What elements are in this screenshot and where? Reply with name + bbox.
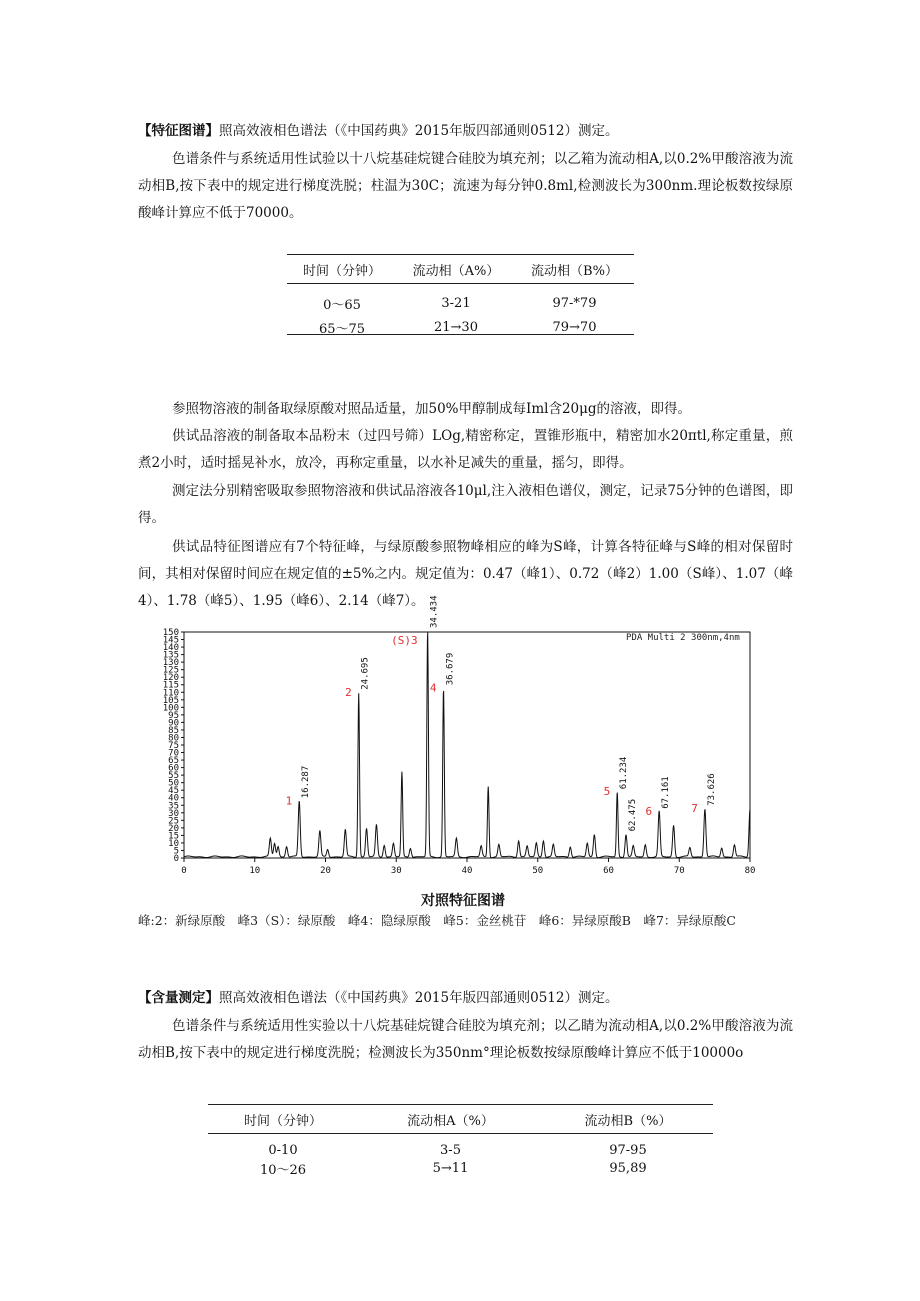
y-tick-label: 35: [168, 801, 179, 812]
peak-number-label: (S)3: [391, 634, 418, 647]
table2-cell: 10～26: [259, 1163, 307, 1178]
section1-method: 测定法分别精密吸取参照物溶液和供试品溶液各10μl,注入液相色谱仪，测定，记录75分钟的色谱图，即得。: [138, 483, 793, 526]
table2-top-rule: [208, 1104, 713, 1105]
table2-cell: 5→11: [432, 1161, 469, 1176]
peak-number-label: 4: [429, 681, 437, 695]
y-tick-label: 100: [162, 703, 179, 714]
section1-heading-text: 照高效液相色谱法（《中国药典》2015年版四部通则0512）测定。: [219, 123, 619, 139]
table2-cell: 97-95: [609, 1142, 647, 1158]
peak-number-label: 6: [645, 804, 653, 818]
table-row: [208, 1141, 713, 1159]
plot-frame: [184, 632, 750, 858]
section1-heading: [138, 118, 793, 145]
peak-rt-label: 73.626: [706, 773, 717, 806]
y-tick-label: 125: [162, 665, 179, 676]
y-tick-label: 150: [162, 628, 179, 638]
x-tick-label: 10: [249, 866, 261, 876]
table1-cell: 3-21: [441, 296, 471, 311]
y-tick-label: 130: [162, 658, 179, 669]
peak-number-label: 1: [285, 794, 293, 808]
table1-cell: 0～65: [323, 298, 361, 313]
peak-number-label: 2: [345, 685, 352, 699]
y-tick-label: 45: [168, 786, 179, 797]
chromatogram-trace: [184, 632, 750, 857]
peak-rt-label: 62.475: [628, 798, 639, 832]
section1-ref-prep: 参照物溶液的制备取绿原酸对照品适量，加50%甲醇制成每Iml含20μg的溶液，即得。: [172, 401, 692, 417]
x-tick-label: 80: [744, 866, 756, 876]
table-row: [208, 1159, 713, 1178]
chart-legend: PDA Multi 2 300nm,4nm: [626, 633, 740, 643]
y-tick-label: 15: [168, 831, 179, 842]
y-tick-label: 50: [168, 778, 179, 789]
table1-header-b: 流动相（B%）: [531, 264, 618, 279]
x-tick-label: 70: [673, 866, 685, 876]
y-tick-label: 80: [168, 733, 179, 744]
y-tick-label: 105: [162, 695, 179, 706]
y-tick-label: 110: [162, 688, 179, 699]
y-tick-label: 120: [162, 673, 179, 684]
table1-cell: 79→70: [552, 319, 597, 335]
table1-top-rule: [287, 254, 634, 255]
y-tick-label: 70: [168, 748, 179, 759]
y-tick-label: 140: [162, 643, 179, 654]
x-tick-label: 0: [181, 866, 187, 876]
peak-rt-label: 36.679: [445, 652, 456, 686]
table1-cell: 65～75: [318, 321, 366, 337]
section1-result: 供试品特征图谱应有7个特征峰，与绿原酸参照物峰相应的峰为S峰，计算各特征峰与S峰的相对保留时间，其相对保留时间应在规定值的±5%之内。规定值为：0.47（峰1）、0.72（峰2）1.00（S峰）、1.07（峰4）、1.78（峰5）、1.95（峰6）、2.14（峰7）。: [138, 539, 793, 609]
table1-cell: 97-*79: [552, 296, 597, 311]
table-row: [287, 291, 634, 316]
x-tick-label: 40: [461, 866, 473, 876]
x-tick-label: 20: [320, 866, 331, 876]
y-tick-label: 20: [168, 823, 179, 834]
section1-heading-bracket: 【特征图谱】: [138, 123, 219, 139]
peak-rt-label: 61.234: [619, 756, 630, 790]
section2-heading-bracket: 【含量测定】: [138, 990, 219, 1006]
x-tick-label: 60: [603, 866, 614, 876]
chart-title: 对照特征图谱: [421, 893, 505, 909]
peak-rt-label: 67.161: [661, 776, 672, 809]
y-tick-label: 65: [168, 756, 179, 767]
y-tick-label: 85: [168, 725, 179, 736]
y-tick-label: 145: [162, 635, 179, 646]
peak-rt-label: 24.695: [360, 657, 371, 690]
table1-header-a: 流动相（A%）: [412, 264, 500, 279]
x-tick-label: 30: [390, 866, 402, 876]
y-tick-label: 135: [162, 650, 179, 661]
peak-rt-label: 16.287: [301, 765, 312, 799]
gradient-table-2: [208, 1106, 713, 1178]
y-tick-label: 10: [168, 838, 179, 849]
table2-cell: 0-10: [268, 1142, 298, 1158]
table2-cell: 95,89: [609, 1161, 647, 1176]
y-tick-label: 115: [162, 680, 179, 691]
section2-heading-text: 照高效液相色谱法（《中国药典》2015年版四部通则0512）测定。: [219, 990, 619, 1006]
y-tick-label: 75: [168, 741, 179, 751]
x-tick-label: 50: [532, 866, 544, 876]
y-tick-label: 40: [168, 793, 179, 804]
section2-conditions: 色谱条件与系统适用性实验以十八烷基硅烷键合硅胶为填充剂；以乙睛为流动相A,以0.2%甲酸溶液为流动相B,按下表中的规定进行梯度洗脱；检测波长为350nm°理论板数按绿原酸峰计算应不低于10000o: [138, 1018, 793, 1061]
y-tick-label: 90: [168, 718, 179, 729]
table2-header-a: 流动相A（%）: [407, 1114, 494, 1129]
peak-rt-label: 34.434: [429, 595, 440, 628]
section1-conditions: 色谱条件与系统适用性试验以十八烷基硅烷键合硅胶为填充剂；以乙箱为流动相A,以0.2%甲酸溶液为流动相B,按下表中的规定进行梯度洗脱；柱温为30C；流速为每分钟0.8ml,检测波长为300nm.理论板数按绿原酸峰计算应不低于70000。: [138, 151, 793, 221]
y-tick-label: 25: [168, 816, 179, 827]
section1-sample-prep: 供试品溶液的制备取本品粉末（过四号筛）LOg,精密称定，置锥形瓶中，精密加水20πtl,称定重量，煎煮2小时，适时摇晃补水，放冷，再称定重量，以水补足减失的重量，摇匀，即得。: [138, 428, 793, 471]
peak-number-label: 7: [691, 801, 698, 815]
table2-header-b: 流动相B（%）: [584, 1114, 672, 1129]
table-row: [287, 316, 634, 338]
table2-cell: 3-5: [440, 1142, 461, 1158]
table2-header-time: 时间（分钟）: [243, 1114, 322, 1129]
table1-cell: 21→30: [434, 319, 478, 335]
gradient-table-1: [287, 256, 634, 338]
y-tick-label: 60: [168, 763, 179, 774]
table1-header-time: 时间（分钟）: [302, 264, 381, 279]
chromatogram-chart: [140, 595, 770, 932]
section2-heading: [138, 985, 793, 1012]
chart-caption: 峰:2：新绿原酸 峰3（S）：绿原酸 峰4：隐绿原酸 峰5：金丝桃苷 峰6：异绿原酸B 峰7：异绿原酸C: [138, 913, 736, 928]
peak-number-label: 5: [603, 785, 611, 799]
y-tick-label: 55: [168, 771, 179, 782]
y-tick-label: 30: [168, 808, 179, 819]
y-tick-label: 95: [168, 710, 179, 721]
y-tick-label: 5: [173, 846, 179, 857]
y-tick-label: 0: [173, 854, 179, 864]
